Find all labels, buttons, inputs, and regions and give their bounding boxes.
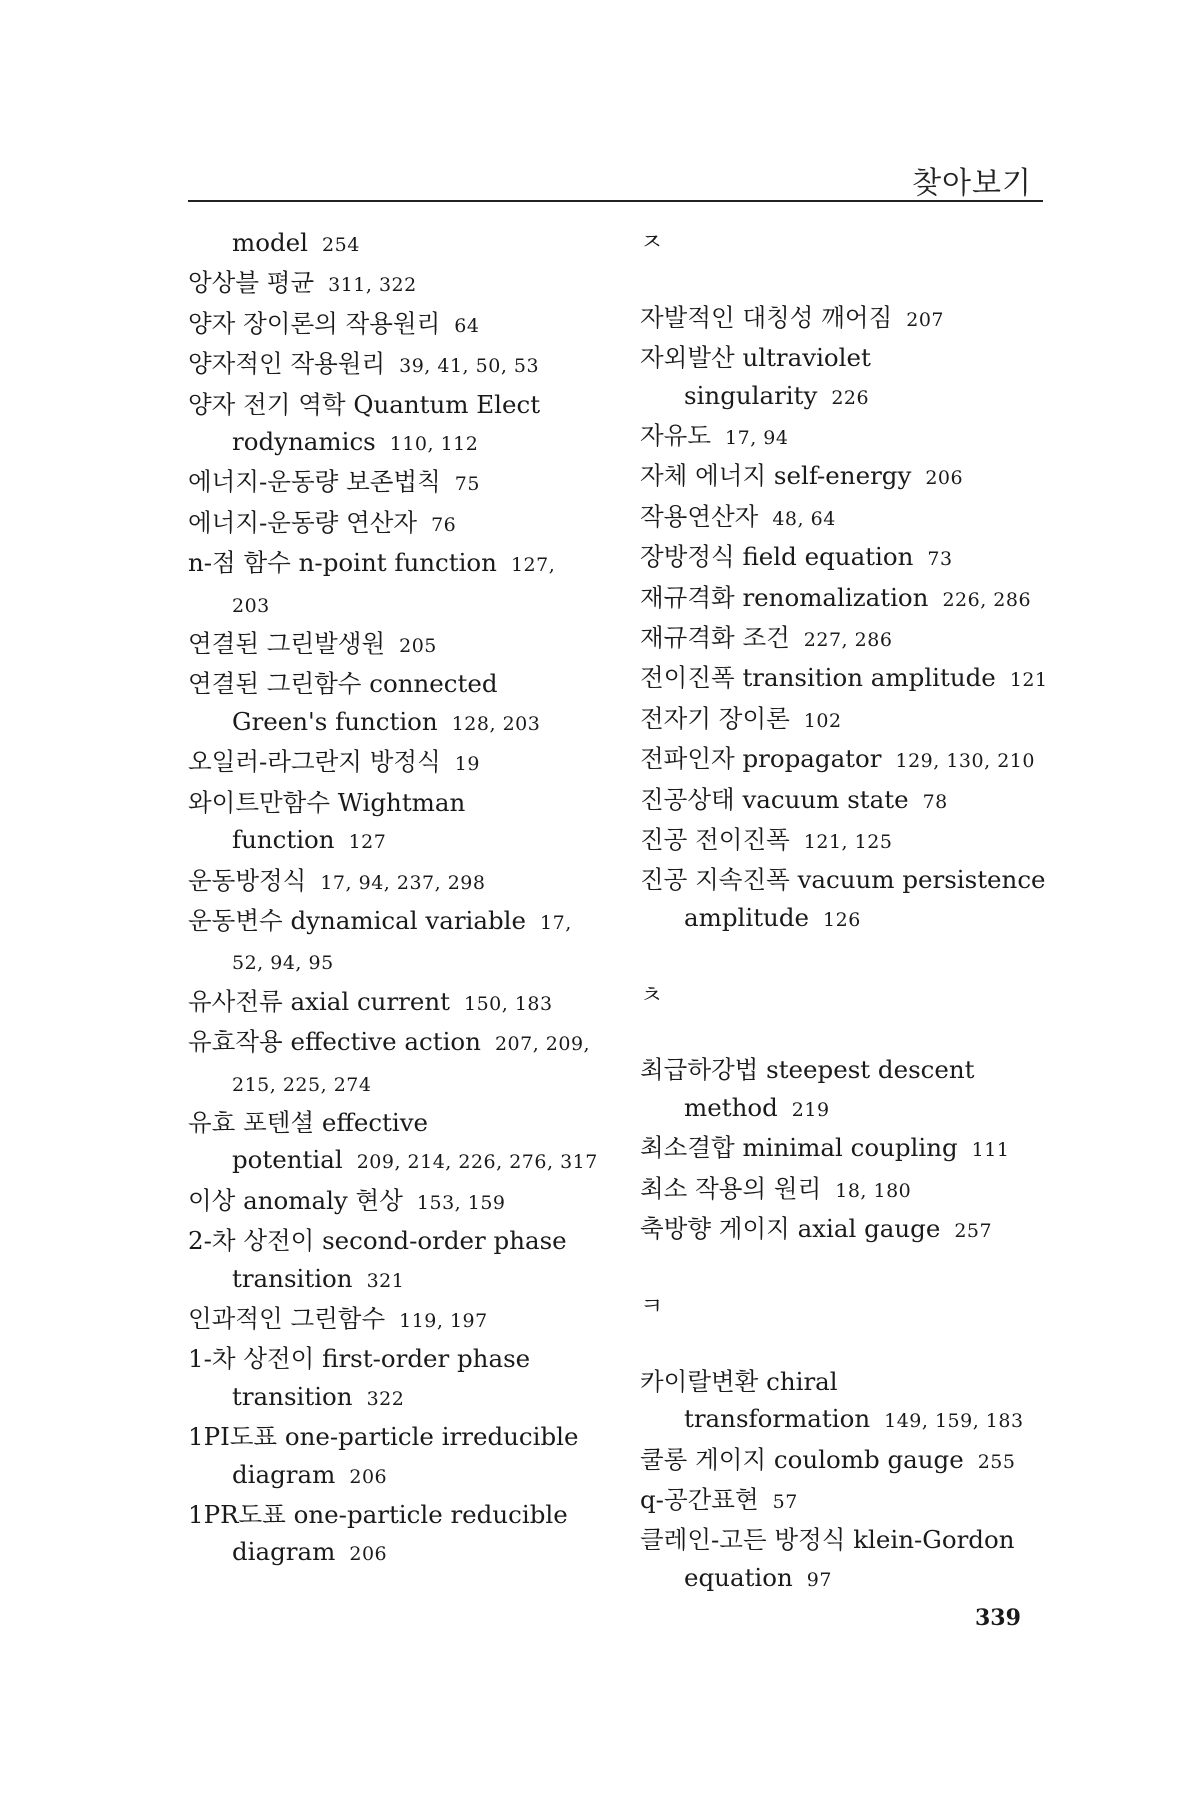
- index-entry: [188, 665, 598, 743]
- index-term: 에너지-운동량 연산자: [188, 507, 418, 537]
- index-page-refs: 226, 286: [942, 588, 1032, 611]
- index-entry: [188, 902, 598, 983]
- index-page-refs: 322: [366, 1387, 405, 1410]
- index-entry: [188, 1340, 598, 1418]
- index-page-refs: 64: [454, 314, 480, 337]
- index-term: 유효작용 effective action: [188, 1027, 481, 1057]
- index-term: 1PR도표 one-particle reducible diagram: [188, 1500, 568, 1567]
- index-term: 최급하강법 steepest descent method: [640, 1055, 975, 1122]
- index-term: 클레인-고든 방정식 klein-Gordon equation: [640, 1525, 1015, 1592]
- index-page-refs: 257: [954, 1220, 993, 1243]
- index-term: 전자기 장이론: [640, 703, 790, 733]
- index-entry: [188, 504, 598, 544]
- index-entry: [640, 538, 1050, 578]
- index-term: 축방향 게이지 axial gauge: [640, 1214, 941, 1244]
- index-page-refs: 119, 197: [399, 1309, 488, 1332]
- index-page-refs: 121: [1009, 669, 1048, 692]
- index-page-refs: 219: [791, 1098, 830, 1121]
- index-entry: [640, 1051, 1050, 1129]
- index-entry: [188, 305, 598, 345]
- index-page-refs: 321: [366, 1269, 405, 1292]
- index-term: 운동방정식: [188, 865, 307, 895]
- index-entry: [640, 339, 1050, 417]
- index-entry: [640, 659, 1050, 699]
- index-page-refs: 76: [431, 513, 457, 536]
- index-page-refs: 18, 180: [835, 1179, 912, 1202]
- index-page-refs: 255: [977, 1450, 1016, 1473]
- index-entry: [188, 224, 598, 264]
- index-term: 인과적인 그린함수: [188, 1303, 386, 1333]
- index-term: 연결된 그린함수 connected Green's function: [188, 669, 498, 736]
- index-entry: [188, 1222, 598, 1300]
- index-entry: [188, 862, 598, 902]
- index-page-refs: 226: [831, 386, 870, 409]
- index-term: 자체 에너지 self-energy: [640, 461, 912, 491]
- index-entry: [188, 1182, 598, 1222]
- index-term: 진공 전이진폭: [640, 825, 790, 855]
- index-entry: [640, 1129, 1050, 1169]
- index-entry: [640, 821, 1050, 861]
- index-entry: [188, 1418, 598, 1496]
- index-page-refs: 126: [823, 908, 861, 931]
- index-section-heading: ㅈ: [640, 228, 664, 256]
- index-entry: [188, 784, 598, 862]
- index-term: 양자적인 작용원리: [188, 349, 386, 379]
- index-entry: [188, 625, 598, 665]
- index-term: 양자 전기 역학 Quantum Elect rodynamics: [188, 389, 541, 457]
- index-entry: [188, 264, 598, 304]
- index-term: 유사전류 axial current: [188, 986, 450, 1016]
- index-page-refs: 209, 214, 226, 276, 317: [356, 1151, 598, 1174]
- index-term: 최소 작용의 원리: [640, 1173, 822, 1203]
- section-gap: [640, 1014, 1050, 1051]
- index-term: 운동변수 dynamical variable: [188, 905, 527, 935]
- index-page-refs: 311, 322: [328, 274, 417, 297]
- section-gap: [640, 1325, 1050, 1362]
- index-page-refs: 127, 203: [232, 554, 556, 617]
- index-page-refs: 111: [971, 1139, 1010, 1162]
- index-term: 자외발산 ultraviolet singularity: [640, 343, 871, 410]
- index-term: model: [232, 228, 309, 257]
- index-page-refs: 150, 183: [464, 992, 553, 1015]
- index-entry: [640, 700, 1050, 740]
- index-term: 양자 장이론의 작용원리: [188, 308, 441, 338]
- index-page-refs: 73: [927, 548, 953, 571]
- index-page-refs: 207, 209, 215, 225, 274: [232, 1033, 591, 1096]
- index-entry: [640, 299, 1050, 339]
- index-page-refs: 75: [454, 473, 480, 496]
- index-term: 와이트만함수 Wightman function: [188, 787, 466, 855]
- index-entry: [640, 861, 1050, 939]
- index-term: 재규격화 조건: [640, 623, 790, 653]
- index-page-refs: 19: [454, 753, 480, 776]
- index-entry: [640, 1521, 1050, 1599]
- index-term: 2-차 상전이 second-order phase transition: [188, 1226, 567, 1293]
- index-term: 쿨롱 게이지 coulomb gauge: [640, 1444, 964, 1474]
- index-entry: [640, 1441, 1050, 1481]
- index-page-refs: 17, 94, 237, 298: [320, 871, 486, 894]
- index-page-refs: 128, 203: [451, 712, 541, 735]
- index-page-refs: 17, 52, 94, 95: [232, 911, 572, 975]
- page-number: 339: [975, 1605, 1021, 1631]
- index-entry: [188, 1023, 598, 1104]
- index-section-heading: ㅋ: [640, 1291, 664, 1320]
- index-term: 작용연산자: [640, 501, 759, 531]
- index-term: 진공상태 vacuum state: [640, 784, 909, 814]
- index-page-refs: 207: [906, 308, 945, 331]
- index-term: 자발적인 대칭성 깨어짐: [640, 302, 893, 332]
- header-rule: [188, 200, 1043, 202]
- index-page-refs: 153, 159: [416, 1191, 506, 1214]
- index-term: 전이진폭 transition amplitude: [640, 663, 996, 693]
- index-term: 연결된 그린발생원: [188, 629, 386, 659]
- index-page-refs: 97: [806, 1568, 832, 1591]
- index-entry: [640, 1170, 1050, 1210]
- index-entry: [188, 544, 598, 625]
- index-entry: [188, 386, 598, 464]
- index-page-refs: 127: [348, 831, 387, 854]
- index-entry: [188, 1300, 598, 1340]
- index-term: 자유도: [640, 421, 712, 451]
- index-page-refs: 206: [349, 1543, 388, 1566]
- index-entry: [640, 1210, 1050, 1250]
- index-page-refs: 102: [803, 709, 842, 732]
- index-entry: [640, 740, 1050, 780]
- index-term: 앙상블 평균: [188, 268, 315, 298]
- index-term: 이상 anomaly 현상: [188, 1185, 403, 1215]
- index-column-left: [188, 224, 598, 1574]
- index-entry: [188, 463, 598, 503]
- index-entry: [640, 1481, 1050, 1521]
- index-page-refs: 39, 41, 50, 53: [399, 355, 540, 378]
- index-column-right: [640, 224, 1050, 1599]
- index-page-refs: 149, 159, 183: [884, 1410, 1024, 1433]
- index-term: 장방정식 field equation: [640, 542, 914, 572]
- index-entry: [188, 983, 598, 1023]
- index-page-refs: 17, 94: [725, 427, 789, 450]
- index-term: 에너지-운동량 보존법칙: [188, 467, 441, 497]
- index-section-heading: ㅊ: [640, 980, 664, 1009]
- index-page-refs: 110, 112: [389, 433, 479, 456]
- index-entry: [640, 619, 1050, 659]
- section-gap: [640, 1251, 1050, 1288]
- index-entry: [188, 1496, 598, 1574]
- running-head: 찾아보기: [912, 166, 1032, 201]
- index-term: 카이랄변환 chiral transformation: [640, 1366, 871, 1434]
- index-entry: [188, 743, 598, 783]
- index-term: 1-차 상전이 first-order phase transition: [188, 1344, 531, 1411]
- index-term: 재규격화 renomalization: [640, 582, 929, 612]
- index-entry: [188, 1104, 598, 1182]
- index-entry: [640, 417, 1050, 457]
- index-entry: [640, 1363, 1050, 1441]
- index-page-refs: 57: [772, 1490, 798, 1513]
- index-entry: [188, 345, 598, 385]
- index-entry: [640, 457, 1050, 497]
- index-entry: [640, 579, 1050, 619]
- section-gap: [640, 939, 1050, 976]
- index-page-refs: 205: [399, 635, 437, 658]
- index-page-refs: 254: [322, 234, 360, 256]
- index-term: 진공 지속진폭 vacuum persistence amplitude: [640, 865, 1046, 932]
- index-term: 오일러-라그란지 방정식: [188, 747, 441, 777]
- index-page-refs: 78: [922, 790, 948, 813]
- index-page-refs: 48, 64: [772, 507, 836, 530]
- index-term: n-점 함수 n-point function: [188, 548, 497, 578]
- index-page-refs: 121, 125: [803, 831, 893, 854]
- index-page-refs: 206: [925, 467, 964, 490]
- index-term: q-공간표현: [640, 1484, 759, 1514]
- index-term: 전파인자 propagator: [640, 744, 882, 774]
- index-term: 1PI도표 one-particle irreducible diagram: [188, 1422, 579, 1489]
- index-entry: [640, 781, 1050, 821]
- index-term: 유효 포텐셜 effective potential: [188, 1107, 429, 1175]
- index-entry: [640, 498, 1050, 538]
- index-page-refs: 227, 286: [803, 629, 893, 652]
- section-gap: [640, 261, 1050, 298]
- index-page-refs: 206: [349, 1465, 388, 1488]
- index-page-refs: 129, 130, 210: [895, 750, 1035, 773]
- index-term: 최소결합 minimal coupling: [640, 1133, 958, 1163]
